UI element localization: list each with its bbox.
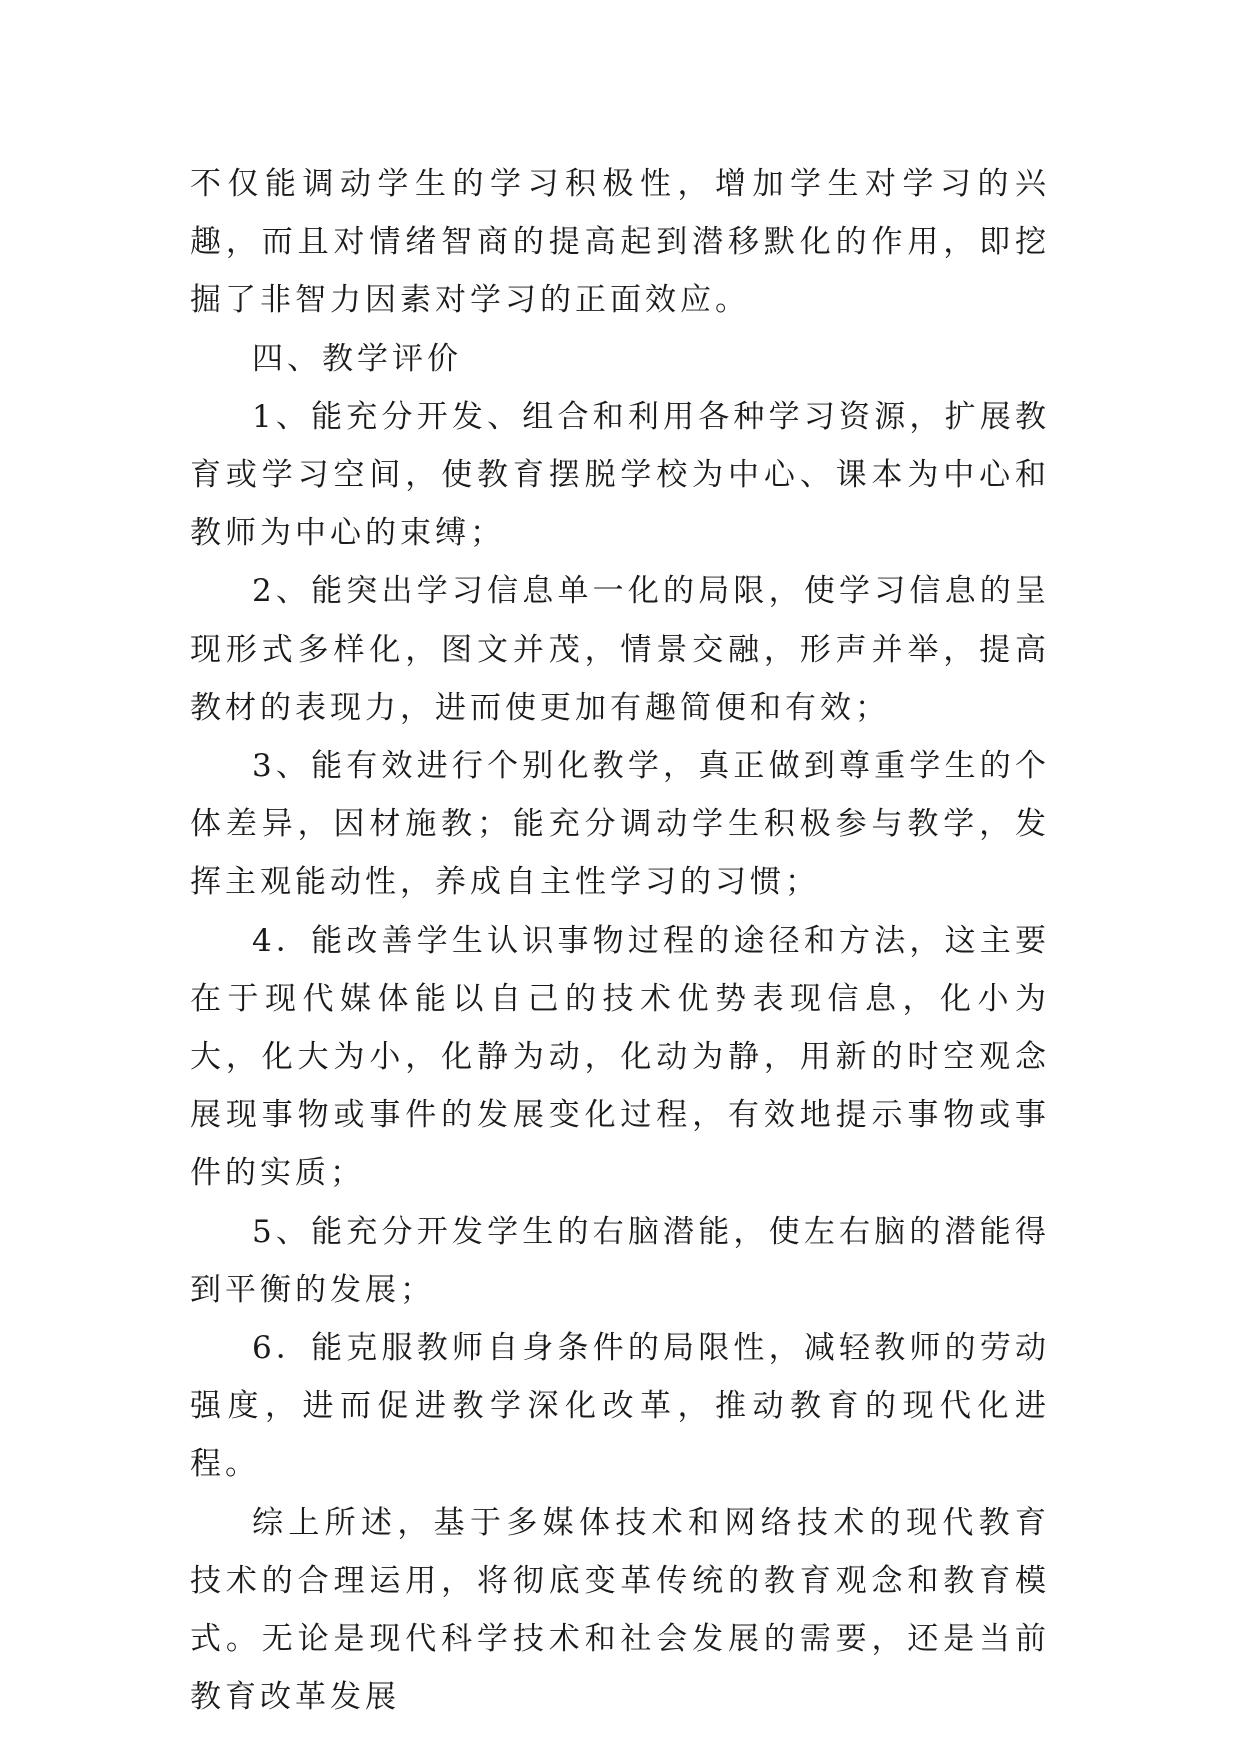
list-item-6: 6．能克服教师自身条件的局限性，减轻教师的劳动强度，进而促进教学深化改革，推动教育的现代化进程。 bbox=[190, 1330, 1050, 1483]
list-item-3: 3、能有效进行个别化教学，真正做到尊重学生的个体差异，因材施教；能充分调动学生积极参与教学，发挥主观能动性，养成自主性学习的习惯； bbox=[190, 748, 1050, 901]
document-body bbox=[190, 155, 1050, 1726]
list-item-5: 5、能充分开发学生的右脑潜能，使左右脑的潜能得到平衡的发展； bbox=[190, 1213, 1050, 1308]
list-item-1: 1、能充分开发、组合和利用各种学习资源，扩展教育或学习空间，使教育摆脱学校为中心、课本为中心和教师为中心的束缚； bbox=[190, 398, 1050, 552]
list-item-2: 2、能突出学习信息单一化的局限，使学习信息的呈现形式多样化，图文并茂，情景交融，形声并举，提高教材的表现力，进而使更加有趣简便和有效； bbox=[190, 573, 1050, 726]
summary-paragraph: 综上所述，基于多媒体技术和网络技术的现代教育技术的合理运用，将彻底变革传统的教育观念和教育模式。无论是现代科学技术和社会发展的需要，还是当前教育改革发展 bbox=[190, 1504, 1050, 1716]
section-heading-teaching-evaluation: 四、教学评价 bbox=[252, 340, 462, 377]
list-item-4: 4．能改善学生认识事物过程的途径和方法，这主要在于现代媒体能以自己的技术优势表现信息，化小为大，化大为小，化静为动，化动为静，用新的时空观念展现事物或事件的发展变化过程，有效地提示事物或事件的实质； bbox=[190, 922, 1050, 1192]
paragraph-continuation: 不仅能调动学生的学习积极性，增加学生对学习的兴趣，而且对情绪智商的提高起到潜移默化的作用，即挖掘了非智力因素对学习的正面效应。 bbox=[190, 166, 1050, 319]
